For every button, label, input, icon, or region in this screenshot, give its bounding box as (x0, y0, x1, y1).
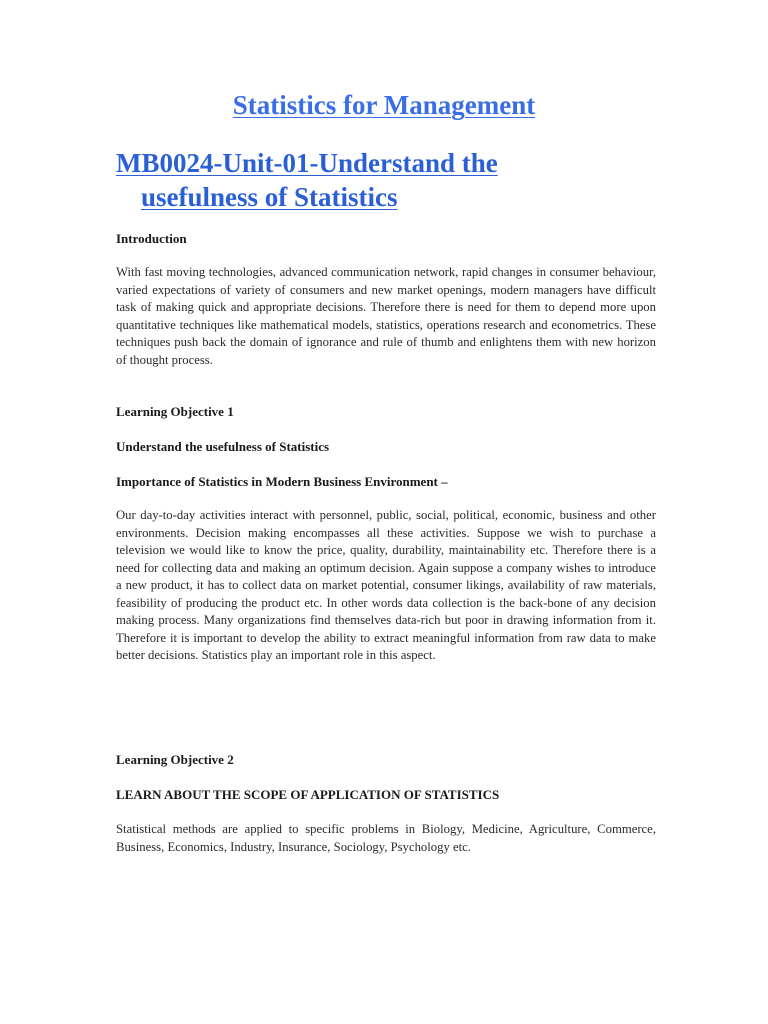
importance-heading: Importance of Statistics in Modern Business Environment – (116, 474, 448, 489)
introduction-paragraph: With fast moving technologies, advanced communication network, rapid changes in consumer behaviour, varied expectations of variety of consumers and new market openings, modern managers have difficult task of making quick and appropriate decisions. Therefore there is need for them to depend more upon quantitative techniques like mathematical models, statistics, operations research and econometrics. These techniques push back the domain of ignorance and rule of thumb and enlightens them with new horizon of thought process. (116, 265, 656, 367)
objective1-heading: Learning Objective 1 (116, 404, 234, 419)
unit-heading-line1: MB0024-Unit-01-Understand the (116, 148, 498, 178)
objective1-subheading: Understand the usefulness of Statistics (116, 439, 330, 454)
importance-paragraph: Our day-to-day activities interact with personnel, public, social, political, economic, business and other environments. Decision making encompasses all these activities. Suppose we wish to purchase a television we would like to know the price, quality, durability, maintainability etc. Therefore there is a need for collecting data and making an optimum decision. Again suppose a company wishes to introduce a new product, it has to collect data on market potential, consumer likings, availability of raw materials, feasibility of producing the product etc. In other words data collection is the back-bone of any decision making process. Many organizations find themselves data-rich but poor in drawing information from it. Therefore it is important to develop the ability to extract meaningful information from raw data to make better decisions. Statistics play an important role in this aspect. (116, 508, 656, 662)
scope-heading: LEARN ABOUT THE SCOPE OF APPLICATION OF STATISTICS (116, 787, 500, 802)
objective2-heading: Learning Objective 2 (116, 752, 234, 767)
unit-heading (116, 146, 676, 214)
scope-paragraph: Statistical methods are applied to specific problems in Biology, Medicine, Agriculture, Commerce, Business, Economics, Industry, Insurance, Sociology, Psychology etc. (116, 822, 656, 854)
introduction-heading: Introduction (116, 231, 187, 246)
unit-heading-line2: usefulness of Statistics (141, 182, 398, 212)
document-title: Statistics for Management (232, 90, 536, 120)
